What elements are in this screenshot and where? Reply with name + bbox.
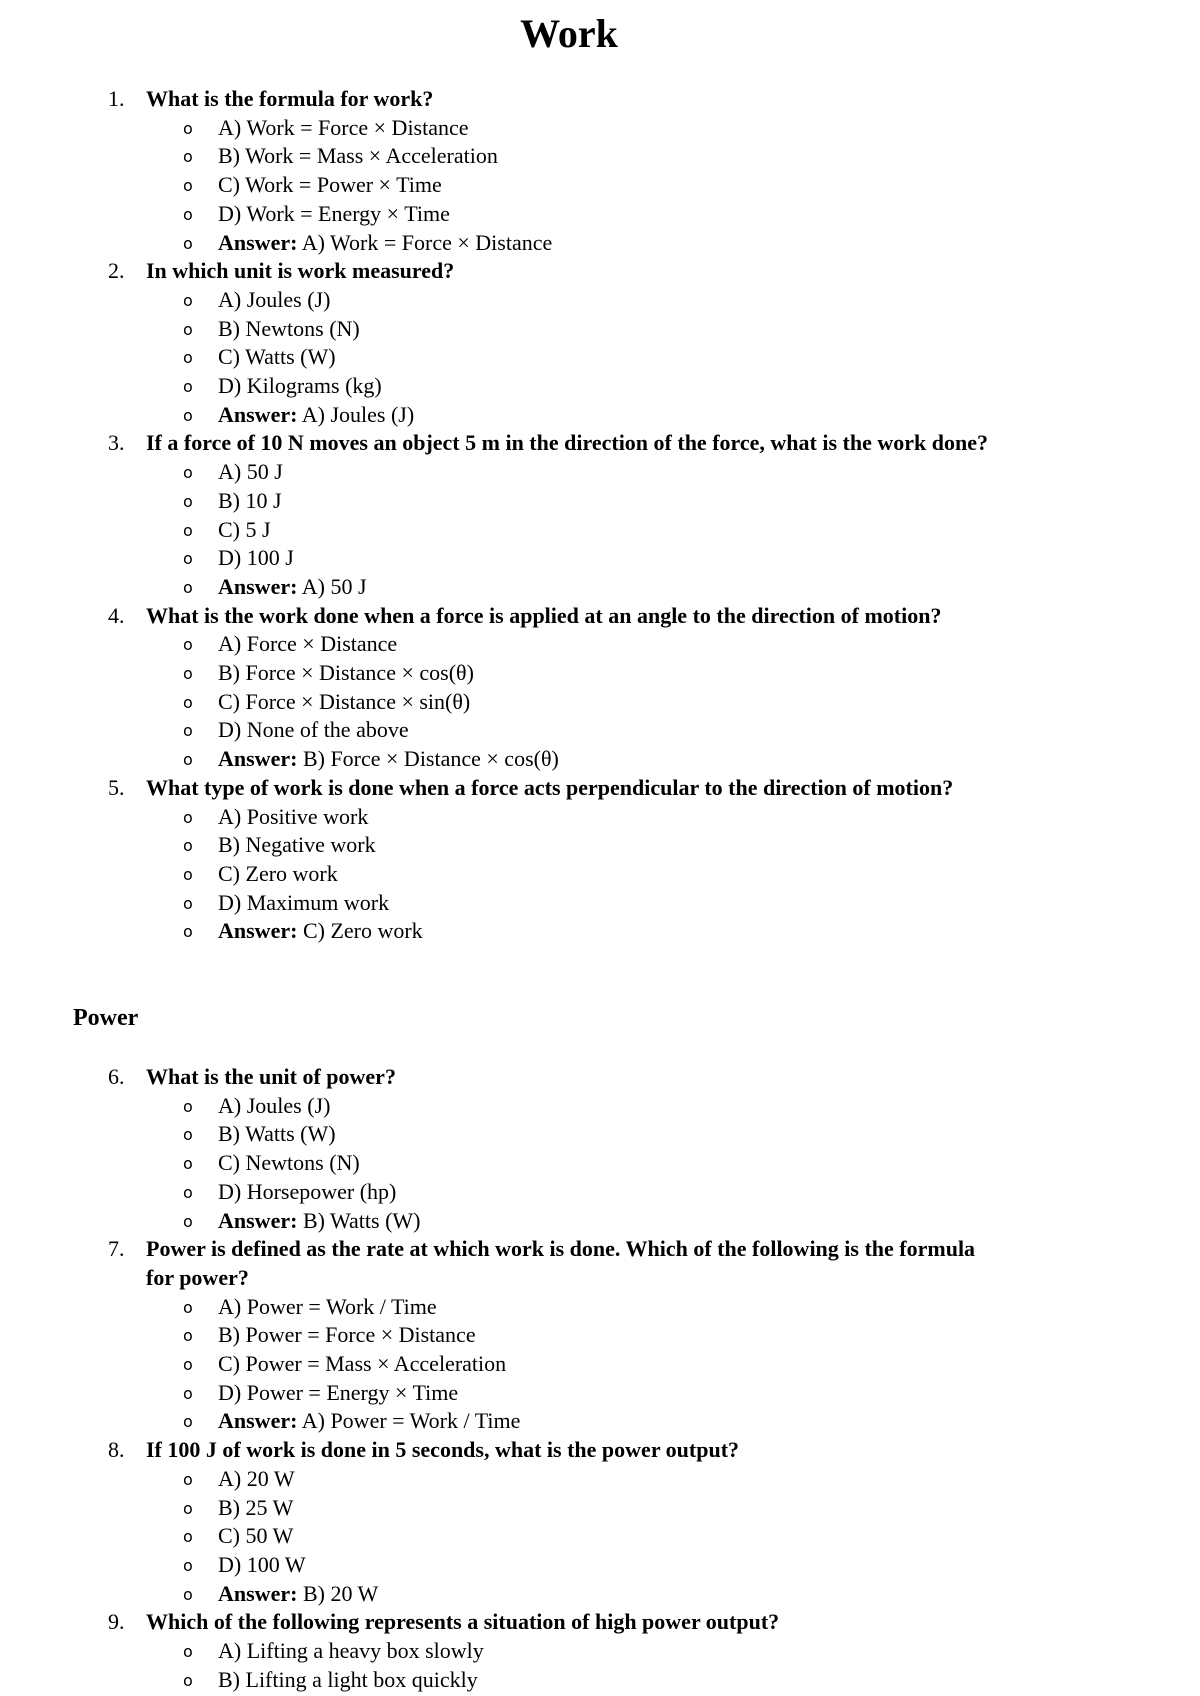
option-item — [146, 1666, 1046, 1695]
answer-text: A) 50 J — [301, 573, 367, 599]
answer-text: A) Joules (J) — [301, 401, 415, 427]
circle-bullet-icon: o — [183, 348, 193, 368]
answer-item — [146, 401, 1046, 430]
circle-bullet-icon: o — [183, 1584, 193, 1604]
circle-bullet-icon: o — [183, 147, 193, 167]
question-number: 9. — [108, 1609, 125, 1635]
circle-bullet-icon: o — [183, 750, 193, 770]
circle-bullet-icon: o — [183, 1154, 193, 1174]
question-item — [0, 257, 1046, 429]
option-text: D) 100 W — [218, 1551, 306, 1577]
option-item — [146, 1120, 1046, 1149]
option-text: D) Horsepower (hp) — [218, 1178, 397, 1204]
circle-bullet-icon: o — [183, 204, 193, 224]
option-list — [146, 1293, 1046, 1437]
circle-bullet-icon: o — [183, 1355, 193, 1375]
option-text: A) 50 J — [218, 459, 283, 485]
circle-bullet-icon: o — [183, 893, 193, 913]
option-item — [146, 803, 1046, 832]
answer-item — [146, 917, 1046, 946]
answer-label: Answer: — [218, 1580, 298, 1606]
question-item — [0, 1608, 1046, 1694]
option-text: B) Newtons (N) — [218, 315, 360, 341]
option-item — [146, 114, 1046, 143]
circle-bullet-icon: o — [183, 176, 193, 196]
question-number: 8. — [108, 1437, 125, 1463]
circle-bullet-icon: o — [183, 290, 193, 310]
option-text: A) Lifting a heavy box slowly — [218, 1638, 484, 1664]
answer-text: B) Force × Distance × cos(θ) — [302, 746, 559, 772]
option-text: B) Work = Mass × Acceleration — [218, 143, 498, 169]
answer-label: Answer: — [218, 573, 298, 599]
option-text: B) Power = Force × Distance — [218, 1322, 476, 1348]
circle-bullet-icon: o — [183, 1211, 193, 1231]
option-item — [146, 1494, 1046, 1523]
answer-label: Answer: — [218, 918, 298, 944]
answer-label: Answer: — [218, 401, 298, 427]
question-list-work — [0, 85, 1046, 946]
answer-item — [146, 1407, 1046, 1436]
option-item — [146, 315, 1046, 344]
question-item — [0, 602, 1046, 774]
question-item — [0, 1436, 1046, 1608]
question-item — [0, 85, 1046, 257]
option-item — [146, 544, 1046, 573]
option-item — [146, 1149, 1046, 1178]
circle-bullet-icon: o — [183, 118, 193, 138]
circle-bullet-icon: o — [183, 1297, 193, 1317]
option-text: B) Watts (W) — [218, 1121, 336, 1147]
option-item — [146, 831, 1046, 860]
option-text: D) Kilograms (kg) — [218, 373, 382, 399]
circle-bullet-icon: o — [183, 319, 193, 339]
answer-text: C) Zero work — [302, 918, 423, 944]
question-number: 5. — [108, 774, 125, 800]
circle-bullet-icon: o — [183, 1498, 193, 1518]
option-text: D) Power = Energy × Time — [218, 1379, 459, 1405]
circle-bullet-icon: o — [183, 807, 193, 827]
answer-text: A) Work = Force × Distance — [301, 229, 553, 255]
option-text: C) Force × Distance × sin(θ) — [218, 688, 471, 714]
option-item — [146, 1178, 1046, 1207]
option-text: C) Work = Power × Time — [218, 172, 442, 198]
option-item — [146, 171, 1046, 200]
question-item — [0, 429, 1046, 601]
option-text: B) 25 W — [218, 1494, 294, 1520]
option-item — [146, 630, 1046, 659]
circle-bullet-icon: o — [183, 1670, 193, 1690]
option-item — [146, 1637, 1046, 1666]
option-text: C) Watts (W) — [218, 344, 336, 370]
answer-label: Answer: — [218, 746, 298, 772]
answer-item — [146, 745, 1046, 774]
option-list — [146, 286, 1046, 430]
question-text: Which of the following represents a situation of high power output? — [146, 1609, 780, 1635]
circle-bullet-icon: o — [183, 1383, 193, 1403]
circle-bullet-icon: o — [183, 721, 193, 741]
question-number: 6. — [108, 1064, 125, 1089]
option-text: B) Force × Distance × cos(θ) — [218, 660, 474, 686]
answer-text: B) Watts (W) — [302, 1207, 421, 1233]
option-text: D) None of the above — [218, 717, 409, 743]
option-item — [146, 1350, 1046, 1379]
option-item — [146, 200, 1046, 229]
option-list — [146, 803, 1046, 947]
option-text: A) Force × Distance — [218, 631, 398, 657]
option-text: C) Power = Mass × Acceleration — [218, 1351, 507, 1377]
question-list-power — [0, 1063, 1046, 1694]
answer-label: Answer: — [218, 229, 298, 255]
circle-bullet-icon: o — [183, 1642, 193, 1662]
option-text: A) Joules (J) — [218, 286, 331, 312]
answer-label: Answer: — [218, 1207, 298, 1233]
option-text: B) Negative work — [218, 832, 376, 858]
option-text: A) Power = Work / Time — [218, 1293, 437, 1319]
answer-item — [146, 573, 1046, 602]
option-list — [146, 1465, 1046, 1609]
question-number: 4. — [108, 602, 125, 628]
option-text: A) Joules (J) — [218, 1092, 331, 1118]
question-item — [0, 1063, 1046, 1235]
circle-bullet-icon: o — [183, 549, 193, 569]
circle-bullet-icon: o — [183, 922, 193, 942]
option-item — [146, 516, 1046, 545]
question-item — [0, 1235, 1046, 1436]
question-text: In which unit is work measured? — [146, 258, 455, 284]
option-text: D) Maximum work — [218, 889, 390, 915]
circle-bullet-icon: o — [183, 233, 193, 253]
option-list — [146, 114, 1046, 258]
option-item — [146, 1522, 1046, 1551]
option-item — [146, 458, 1046, 487]
option-list — [146, 458, 1046, 602]
option-list — [146, 1092, 1046, 1236]
circle-bullet-icon: o — [183, 520, 193, 540]
option-item — [146, 343, 1046, 372]
option-text: C) 5 J — [218, 516, 271, 542]
option-item — [146, 487, 1046, 516]
circle-bullet-icon: o — [183, 1412, 193, 1432]
option-text: A) Positive work — [218, 803, 369, 829]
question-text: What type of work is done when a force acts perpendicular to the direction of motion? — [146, 774, 954, 800]
question-text: Power is defined as the rate at which work is done. Which of the following is the formula for power? — [146, 1236, 976, 1290]
circle-bullet-icon: o — [183, 1096, 193, 1116]
option-text: D) Work = Energy × Time — [218, 200, 450, 226]
option-item — [146, 688, 1046, 717]
circle-bullet-icon: o — [183, 1469, 193, 1489]
circle-bullet-icon: o — [183, 405, 193, 425]
circle-bullet-icon: o — [183, 1182, 193, 1202]
answer-text: A) Power = Work / Time — [301, 1408, 521, 1434]
question-item — [0, 774, 1046, 946]
circle-bullet-icon: o — [183, 864, 193, 884]
section-heading-power: Power — [73, 1005, 139, 1031]
option-text: C) Newtons (N) — [218, 1150, 360, 1176]
option-item — [146, 716, 1046, 745]
option-text: B) Lifting a light box quickly — [218, 1666, 478, 1692]
option-item — [146, 1379, 1046, 1408]
answer-text: B) 20 W — [302, 1580, 379, 1606]
circle-bullet-icon: o — [183, 463, 193, 483]
circle-bullet-icon: o — [183, 377, 193, 397]
circle-bullet-icon: o — [183, 635, 193, 655]
circle-bullet-icon: o — [183, 1527, 193, 1547]
option-item — [146, 659, 1046, 688]
question-number: 3. — [108, 430, 125, 456]
question-number: 2. — [108, 258, 125, 284]
answer-label: Answer: — [218, 1408, 298, 1434]
circle-bullet-icon: o — [183, 1326, 193, 1346]
option-item — [146, 1321, 1046, 1350]
option-item — [146, 142, 1046, 171]
option-list — [146, 1637, 1046, 1694]
circle-bullet-icon: o — [183, 1125, 193, 1145]
option-text: C) Zero work — [218, 860, 338, 886]
circle-bullet-icon: o — [183, 1555, 193, 1575]
option-item — [146, 1092, 1046, 1121]
question-text: What is the formula for work? — [146, 86, 434, 111]
option-text: A) 20 W — [218, 1465, 295, 1491]
question-number: 1. — [108, 86, 125, 111]
option-item — [146, 1551, 1046, 1580]
question-text: What is the work done when a force is applied at an angle to the direction of motion? — [146, 602, 942, 628]
question-text: What is the unit of power? — [146, 1064, 396, 1089]
option-item — [146, 372, 1046, 401]
answer-item — [146, 1207, 1046, 1236]
option-list — [146, 630, 1046, 774]
option-text: B) 10 J — [218, 487, 282, 513]
circle-bullet-icon: o — [183, 577, 193, 597]
option-item — [146, 889, 1046, 918]
answer-item — [146, 1580, 1046, 1609]
question-text: If a force of 10 N moves an object 5 m in the direction of the force, what is the work done? — [146, 430, 988, 456]
option-item — [146, 1293, 1046, 1322]
circle-bullet-icon: o — [183, 491, 193, 511]
answer-item — [146, 229, 1046, 258]
option-text: C) 50 W — [218, 1523, 294, 1549]
circle-bullet-icon: o — [183, 664, 193, 684]
option-text: D) 100 J — [218, 545, 294, 571]
option-item — [146, 286, 1046, 315]
question-text: If 100 J of work is done in 5 seconds, what is the power output? — [146, 1437, 740, 1463]
option-item — [146, 1465, 1046, 1494]
option-item — [146, 860, 1046, 889]
question-number: 7. — [108, 1236, 125, 1262]
circle-bullet-icon: o — [183, 836, 193, 856]
circle-bullet-icon: o — [183, 692, 193, 712]
option-text: A) Work = Force × Distance — [218, 114, 469, 140]
page-title: Work — [520, 11, 618, 56]
